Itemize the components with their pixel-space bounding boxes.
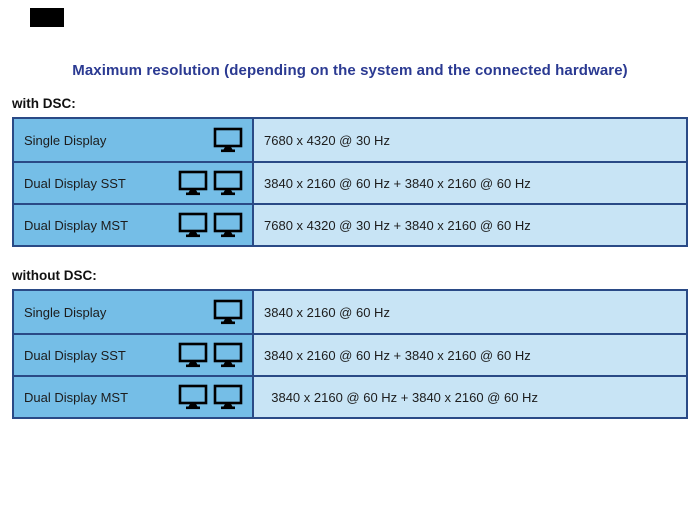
resolution-value: 3840 x 2160 @ 60 Hz + 3840 x 2160 @ 60 Hz [264,389,538,405]
table-without-dsc [12,289,688,419]
monitor-icon [178,343,208,368]
monitor-icon [178,171,208,196]
table-row [14,333,686,375]
resolution-value: 3840 x 2160 @ 60 Hz [264,304,390,320]
monitor-icon-group [178,213,243,238]
monitor-icon [178,213,208,238]
device-cell [14,119,254,161]
table-row [14,119,686,161]
monitor-icon [213,300,243,325]
value-cell [254,291,686,333]
black-marker-block [30,8,64,27]
value-cell [254,205,686,245]
table-row [14,375,686,417]
table-row [14,291,686,333]
value-cell [254,335,686,375]
resolution-value: 3840 x 2160 @ 60 Hz + 3840 x 2160 @ 60 Hz [264,175,531,191]
monitor-icon-group [178,343,243,368]
device-cell [14,377,254,417]
device-cell [14,205,254,245]
resolution-value: 7680 x 4320 @ 30 Hz [264,132,390,148]
monitor-icon-group [178,171,243,196]
monitor-icon-group [213,128,243,153]
device-label: Dual Display SST [24,347,126,363]
device-label: Dual Display MST [24,217,129,233]
resolution-value: 3840 x 2160 @ 60 Hz + 3840 x 2160 @ 60 Hz [264,347,531,363]
page-title: Maximum resolution (depending on the system and the connected hardware) [72,62,628,79]
monitor-icon [213,128,243,153]
monitor-icon [213,171,243,196]
monitor-icon [213,343,243,368]
monitor-icon [213,385,243,410]
device-cell [14,335,254,375]
device-label: Dual Display MST [24,389,129,405]
device-label: Dual Display SST [24,175,126,191]
device-cell [14,291,254,333]
device-label: Single Display [24,304,107,320]
table-row [14,203,686,245]
section-label-without-dsc: without DSC: [12,268,97,283]
table-row [14,161,686,203]
value-cell [254,377,686,417]
resolution-value: 7680 x 4320 @ 30 Hz + 3840 x 2160 @ 60 Hz [264,217,531,233]
monitor-icon [213,213,243,238]
monitor-icon [178,385,208,410]
monitor-icon-group [213,300,243,325]
value-cell [254,163,686,203]
monitor-icon-group [178,385,243,410]
value-cell [254,119,686,161]
table-with-dsc [12,117,688,247]
section-label-with-dsc: with DSC: [12,96,76,111]
device-label: Single Display [24,132,107,148]
device-cell [14,163,254,203]
